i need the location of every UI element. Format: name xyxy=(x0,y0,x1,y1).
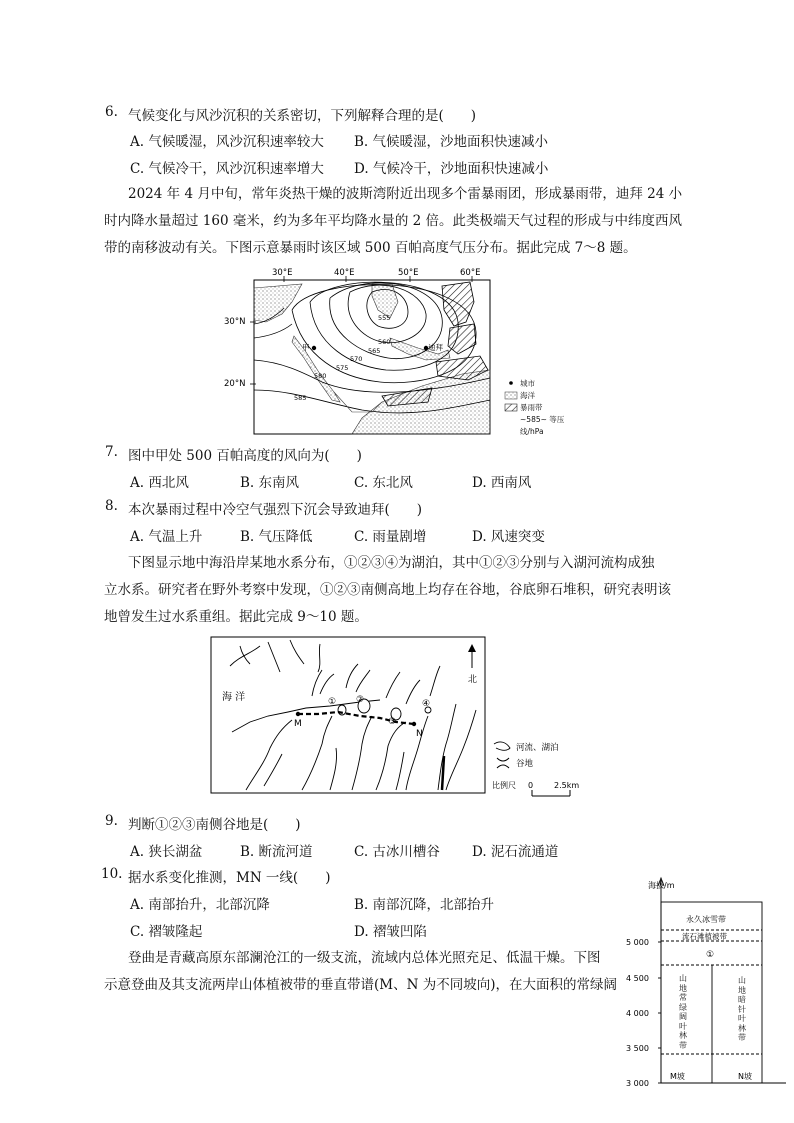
legend-valley: 谷地 xyxy=(516,759,534,769)
north-label: 北 xyxy=(468,675,478,685)
option-c: C. 东北风 xyxy=(354,475,413,491)
city-label: 甲 xyxy=(302,343,310,352)
sea-label: 海 洋 xyxy=(222,692,246,703)
isobar-label: 575 xyxy=(336,364,349,372)
lon-label: 60°E xyxy=(460,268,481,278)
point-m-label: M xyxy=(294,719,302,729)
legend-ocean: 海洋 xyxy=(520,391,535,400)
city-label: 迪拜 xyxy=(428,343,443,352)
isobar-label: 585 xyxy=(294,394,307,402)
option-b: B. 东南风 xyxy=(240,475,300,491)
tick-3000: 3 000 xyxy=(626,1079,649,1088)
lon-label: 30°E xyxy=(272,268,293,278)
legend-isobar: ~585~ 等压线/hPa xyxy=(520,415,565,436)
option-a: A. 西北风 xyxy=(130,475,189,491)
isobar-label: 580 xyxy=(314,372,327,380)
band-snow: 永久冰雪带 xyxy=(686,915,726,924)
option-b: B. 南部沉降，北部抬升 xyxy=(354,897,495,913)
legend-rainstorm: 暴雨带 xyxy=(520,403,543,412)
lat-label: 20°N xyxy=(224,379,246,389)
passage-line: 带的南移波动有关。下图示意暴雨时该区域 500 百帕高度气压分布。据此完成 7～8 题。 xyxy=(104,240,637,256)
option-c: C. 雨量剧增 xyxy=(354,529,427,545)
option-a: A. 狭长湖盆 xyxy=(130,844,203,860)
isobar-label: 565 xyxy=(368,347,381,355)
tick-4500: 4 500 xyxy=(626,974,649,983)
scale-label: 比例尺 xyxy=(492,781,516,790)
passage-line: 时内降水量超过 160 毫米，约为多年平均降水量的 2 倍。此类极端天气过程的形成与中纬度西风 xyxy=(104,213,683,229)
question-stem: 判断①②③南侧谷地是( ) xyxy=(128,817,301,833)
option-a: A. 南部抬升，北部沉降 xyxy=(130,897,270,913)
question-number: 9. xyxy=(105,813,118,829)
band-left-broadleaf: 山地常绿阔叶林带 xyxy=(679,974,687,1050)
tick-4000: 4 000 xyxy=(626,1009,649,1018)
y-axis-label: 海拔/m xyxy=(648,881,675,890)
lake-label-1: ① xyxy=(328,697,337,707)
point-n-label: N xyxy=(416,729,423,739)
passage-line: 登曲是青藏高原东部澜沧江的一级支流，流域内总体光照充足、低温干燥。下图 xyxy=(128,950,601,966)
question-number: 10. xyxy=(101,866,123,882)
option-c: C. 古冰川槽谷 xyxy=(354,844,440,860)
band-right-conifer: 山地暗针叶林带 xyxy=(738,976,746,1042)
option-c: C. 气候冷干，风沙沉积速率增大 xyxy=(130,161,324,177)
lon-label: 40°E xyxy=(334,268,355,278)
question-stem: 据水系变化推测，MN 一线( ) xyxy=(128,870,331,886)
option-b: B. 气压降低 xyxy=(240,529,313,545)
option-a: A. 气候暖湿，风沙沉积速率较大 xyxy=(130,134,324,150)
option-d: D. 褶皱凹陷 xyxy=(354,924,427,940)
passage-line: 2024 年 4 月中旬，常年炎热干燥的波斯湾附近出现多个雷暴雨团，形成暴雨带，迪拜 24 小 xyxy=(128,186,683,202)
option-d: D. 泥石流通道 xyxy=(472,844,559,860)
passage-line: 示意登曲及其支流两岸山体植被带的垂直带谱(M、N 为不同坡向)，在大面积的常绿阔 xyxy=(104,977,617,993)
scale-zero: 0 xyxy=(528,781,534,790)
legend-river: 河流、湖泊 xyxy=(516,743,559,753)
lake-label-4: ④ xyxy=(422,699,431,709)
lake-label-2: ② xyxy=(356,695,365,705)
question-number: 7. xyxy=(105,444,118,460)
isobar-label: 560 xyxy=(378,338,391,346)
option-b: B. 气候暖湿，沙地面积快速减小 xyxy=(354,134,549,150)
slope-n: N坡 xyxy=(738,1072,752,1081)
option-d: D. 西南风 xyxy=(472,475,532,491)
isobar-label: 555 xyxy=(378,314,391,322)
city-jia xyxy=(312,346,316,350)
option-d: D. 风速突变 xyxy=(472,529,545,545)
question-stem: 气候变化与风沙沉积的关系密切，下列解释合理的是( ) xyxy=(128,108,477,124)
legend-city: 城市 xyxy=(520,379,535,388)
band-1: ① xyxy=(706,950,715,960)
option-a: A. 气温上升 xyxy=(130,529,203,545)
lake-label-3: ③ xyxy=(388,717,397,727)
option-b: B. 断流河道 xyxy=(240,844,313,860)
tick-3500: 3 500 xyxy=(626,1044,649,1053)
drainage-map xyxy=(210,636,590,802)
question-stem: 本次暴雨过程中冷空气强烈下沉会导致迪拜( ) xyxy=(128,502,423,518)
scale-end: 2.5km xyxy=(554,781,580,790)
option-d: D. 气候冷干，沙地面积快速减小 xyxy=(354,161,549,177)
question-number: 8. xyxy=(105,498,118,514)
passage-line: 地曾发生过水系重组。据此完成 9～10 题。 xyxy=(104,609,368,625)
pressure-map xyxy=(222,262,565,436)
passage-line: 立水系。研究者在野外考察中发现，①②③南侧高地上均存在谷地，谷底卵石堆积，研究表明该 xyxy=(104,582,671,598)
band-scree: 流石滩植被带 xyxy=(682,932,727,941)
passage-line: 下图显示地中海沿岸某地水系分布，①②③④为湖泊，其中①②③分别与入湖河流构成独 xyxy=(128,555,655,571)
question-number: 6. xyxy=(105,104,118,120)
question-stem: 图中甲处 500 百帕高度的风向为( ) xyxy=(128,448,362,464)
lon-label: 50°E xyxy=(398,268,419,278)
option-c: C. 褶皱隆起 xyxy=(130,924,203,940)
lat-label: 30°N xyxy=(224,317,246,327)
slope-m: M坡 xyxy=(670,1072,685,1081)
vegetation-zone-chart xyxy=(620,872,790,1098)
isobar-label: 570 xyxy=(350,355,363,363)
tick-5000: 5 000 xyxy=(626,938,649,947)
